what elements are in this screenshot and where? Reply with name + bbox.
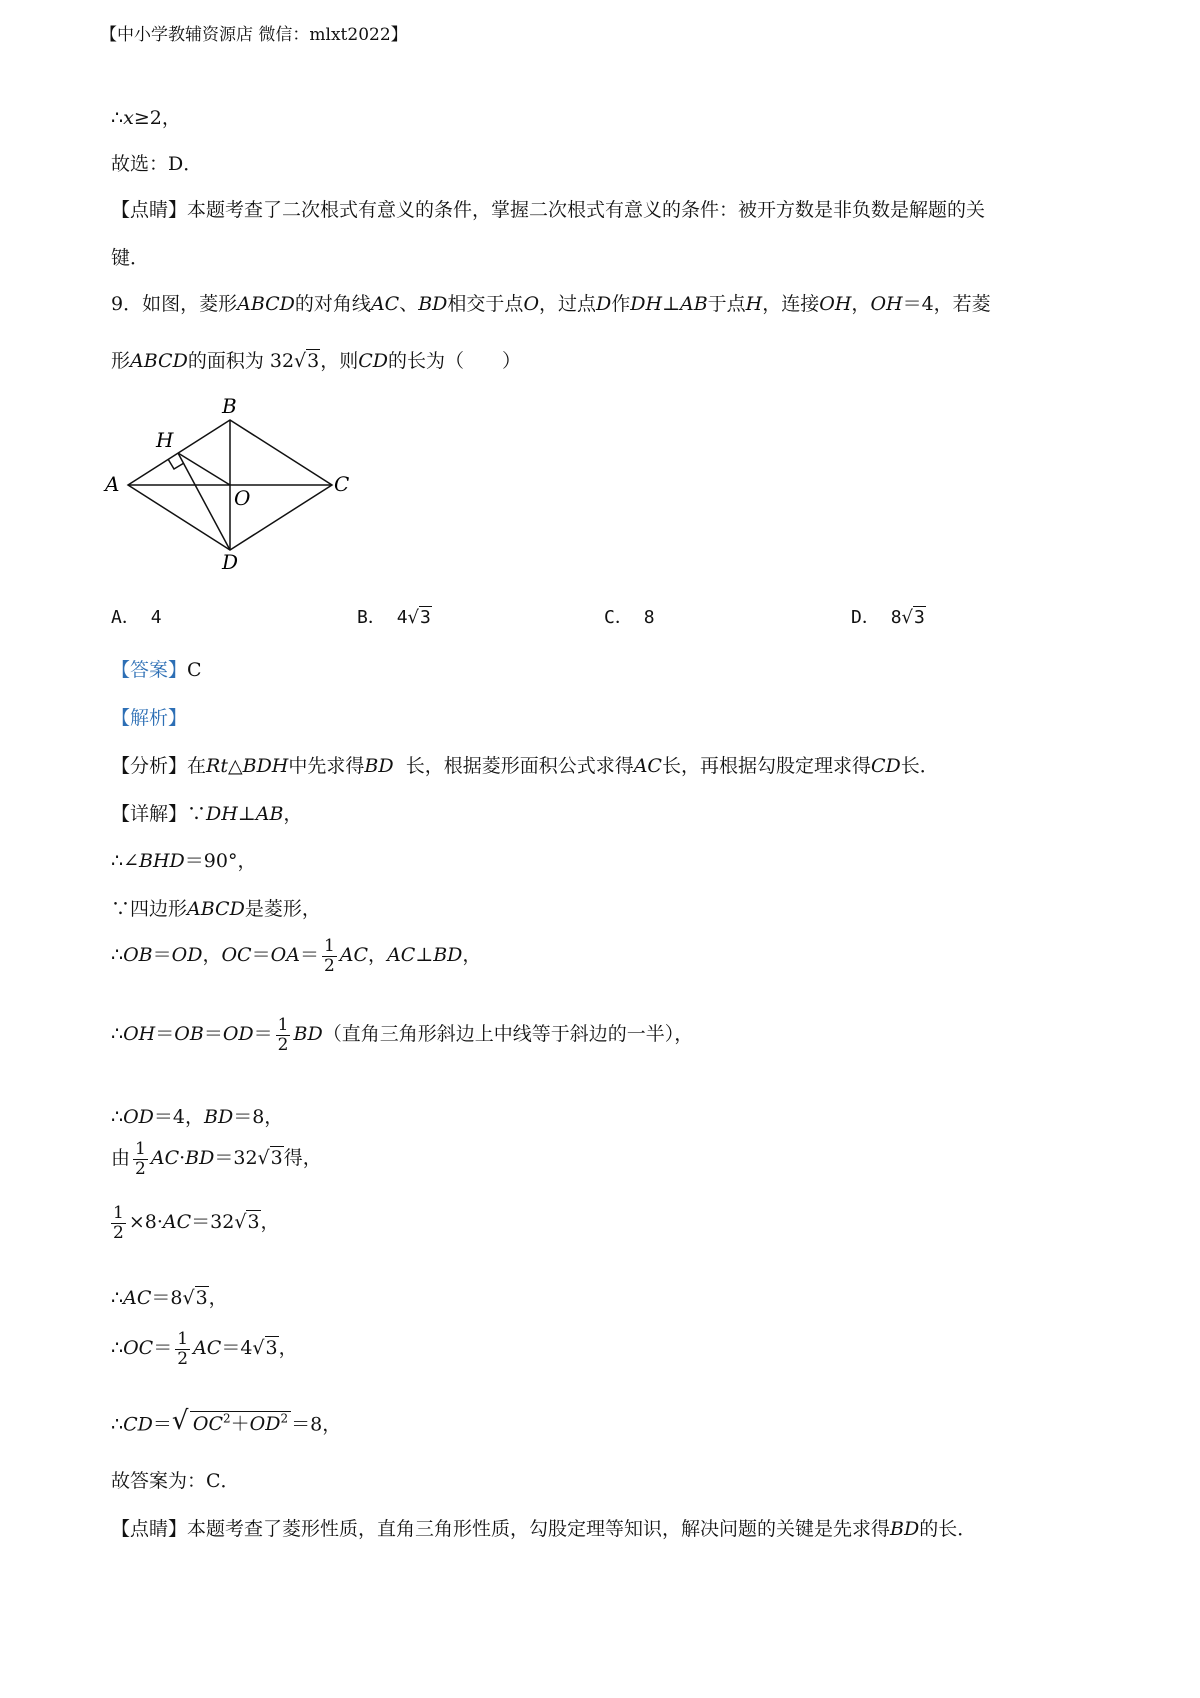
- sqrt-symbol: √3: [252, 1337, 278, 1360]
- option-b: B． 4√3: [357, 607, 431, 628]
- fraction: $\frac{1}{2}$: [135, 1139, 146, 1179]
- comment-line: 【点睛】本题考查了菱形性质，直角三角形性质，勾股定理等知识，解决问题的关键是先求得BD的长．: [111, 1518, 977, 1540]
- comment-tag: 【点睛】: [111, 199, 188, 221]
- question-line-2: 形ABCD的面积为 32√3，则CD的长为（ ）: [111, 350, 522, 372]
- detail-line-1: 【详解】∵DH⊥AB，: [111, 803, 303, 825]
- label-c: C: [334, 472, 350, 496]
- detail-line-7: 由 $\frac{1}{2}$ AC·BD＝32√3得，: [111, 1139, 322, 1179]
- sqrt-symbol: √3: [234, 1211, 260, 1234]
- label-o: O: [234, 486, 251, 510]
- question-line-1: 9．如图，菱形ABCD的对角线AC、BD相交于点O，过点D作DH⊥AB于点H，连接OH，OH＝4，若菱: [111, 293, 991, 315]
- fenxi-line: 【分析】在Rt△BDH中先求得BD 长，根据菱形面积公式求得AC长，再根据勾股定理求得CD长．: [111, 755, 939, 777]
- final-answer: 故答案为：C．: [111, 1470, 240, 1492]
- prev-conclusion: ∴x≥2，: [111, 107, 181, 129]
- rhombus-figure: [100, 395, 360, 575]
- analysis-tag: 【解析】: [111, 707, 188, 729]
- option-d: D． 8√3: [851, 607, 925, 628]
- label-h: H: [156, 428, 174, 452]
- option-a: A． 4: [111, 607, 162, 628]
- prev-comment-cont: 键．: [111, 247, 150, 269]
- sqrt-symbol: √3: [257, 1147, 283, 1170]
- detail-line-8: $\frac{1}{2}$ ×8·AC＝32√3，: [113, 1203, 280, 1243]
- sqrt-symbol: √ $OC^2+OD^2$: [172, 1412, 291, 1436]
- question-number: 9．: [111, 293, 143, 315]
- sqrt-symbol: √3: [407, 607, 431, 628]
- option-c: C． 8: [604, 607, 655, 628]
- fraction: $\frac{1}{2}$: [177, 1329, 189, 1369]
- label-b: B: [222, 395, 237, 418]
- fraction: $\frac{1}{2}$: [113, 1203, 124, 1243]
- label-a: A: [105, 472, 120, 496]
- detail-line-2: ∴∠BHD＝90°，: [111, 850, 257, 872]
- detail-line-5: ∴OH＝OB＝OD＝ $\frac{1}{2}$ BD（直角三角形斜边上中线等于斜边的一半），: [111, 1015, 694, 1055]
- detail-line-9: ∴AC＝8√3，: [111, 1287, 228, 1309]
- sqrt-symbol: √3: [294, 350, 320, 372]
- header-watermark: 【中小学教辅资源店 微信：mlxt2022】: [100, 25, 408, 45]
- prev-comment: 【点睛】本题考查了二次根式有意义的条件，掌握二次根式有意义的条件：被开方数是非负数是解题的关: [111, 199, 986, 221]
- detail-line-4: ∴OB＝OD，OC＝OA＝ $\frac{1}{2}$ AC，AC⊥BD，: [111, 936, 482, 976]
- detail-line-3: ∵四边形ABCD是菱形，: [111, 898, 321, 920]
- answer-line: 【答案】C: [111, 659, 202, 681]
- sqrt-symbol: √3: [901, 607, 925, 628]
- answer-tag: 【答案】: [111, 659, 188, 681]
- sqrt-symbol: √3: [182, 1287, 208, 1309]
- label-d: D: [222, 550, 239, 574]
- detail-line-10: ∴OC＝ $\frac{1}{2}$ AC＝4√3，: [111, 1329, 298, 1369]
- detail-line-11: ∴CD＝ √ $OC^2+OD^2 =8$，: [111, 1406, 342, 1436]
- prev-choice: 故选：D．: [111, 153, 203, 175]
- detail-line-6: ∴OD＝4，BD＝8，: [111, 1106, 284, 1128]
- segment-dh: [178, 453, 230, 550]
- fraction: $\frac{1}{2}$: [277, 1015, 289, 1055]
- fraction: $\frac{1}{2}$: [323, 936, 335, 976]
